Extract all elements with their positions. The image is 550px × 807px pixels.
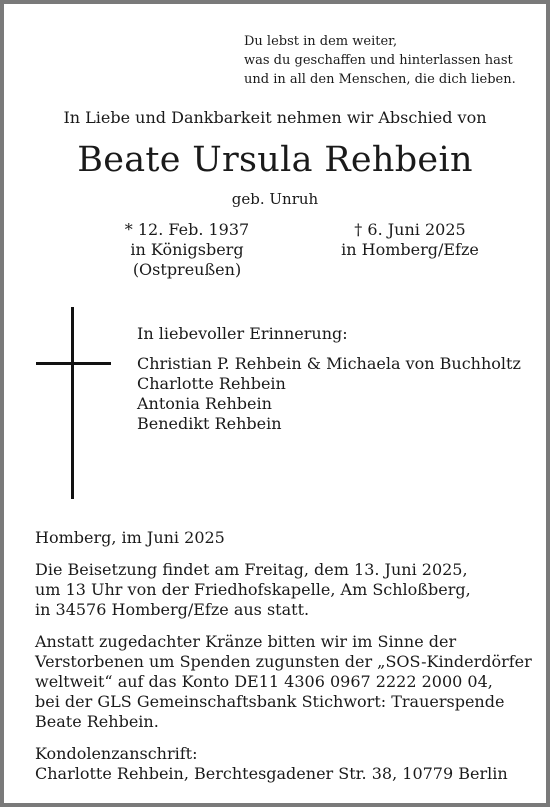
death-place: in Homberg/Efze — [341, 240, 479, 259]
notice-body — [35, 528, 532, 796]
birth-date: * 12. Feb. 1937 — [124, 220, 250, 239]
mourner-name: Christian P. Rehbein & Michaela von Buchholtz — [137, 354, 521, 373]
mourner-name: Charlotte Rehbein — [137, 374, 286, 393]
place-date — [35, 528, 532, 548]
donation-line: Anstatt zugedachter Kränze bitten wir im Sinne der — [35, 632, 457, 651]
donation-line: bei der GLS Gemeinschaftsbank Stichwort: Trauerspende — [35, 692, 505, 711]
mourners-list — [137, 354, 521, 434]
birth-place: in Königsberg — [130, 240, 244, 259]
condolence-heading: Kondolenzanschrift: — [35, 744, 198, 763]
poem-line: und in all den Menschen, die dich lieben. — [244, 72, 516, 87]
memorial-poem — [244, 32, 516, 89]
donation-line: weltweit“ auf das Konto DE11 4306 0967 2222 2000 04, — [35, 672, 493, 691]
donation-line: Verstorbenen um Spenden zugunsten der „SOS-Kinderdörfer — [35, 652, 532, 671]
poem-line: was du geschaffen und hinterlassen hast — [244, 53, 513, 68]
poem-line: Du lebst in dem weiter, — [244, 34, 398, 49]
birth-details — [96, 220, 278, 280]
funeral-line: Die Beisetzung findet am Freitag, dem 13. Juni 2025, — [35, 560, 468, 579]
condolence-address — [35, 744, 532, 784]
funeral-line: um 13 Uhr von der Friedhofskapelle, Am Schloßberg, — [35, 580, 471, 599]
funeral-line: in 34576 Homberg/Efze aus statt. — [35, 600, 310, 619]
funeral-info — [35, 560, 532, 620]
cross-horizontal-bar — [36, 362, 111, 365]
donation-info — [35, 632, 532, 732]
deceased-name: Beate Ursula Rehbein — [77, 140, 473, 180]
memory-heading: In liebevoller Erinnerung: — [137, 324, 348, 343]
death-date: † 6. Juni 2025 — [354, 220, 466, 239]
death-details — [319, 220, 501, 260]
intro-text: In Liebe und Dankbarkeit nehmen wir Abschied von — [63, 108, 487, 127]
mourner-name: Antonia Rehbein — [137, 394, 272, 413]
birth-name: geb. Unruh — [231, 190, 319, 208]
place-date-line: Homberg, im Juni 2025 — [35, 528, 225, 547]
birth-region: (Ostpreußen) — [132, 260, 242, 279]
mourner-name: Benedikt Rehbein — [137, 414, 282, 433]
donation-line: Beate Rehbein. — [35, 712, 159, 731]
condolence-line: Charlotte Rehbein, Berchtesgadener Str. 38, 10779 Berlin — [35, 764, 508, 783]
cross-vertical-bar — [71, 307, 74, 499]
